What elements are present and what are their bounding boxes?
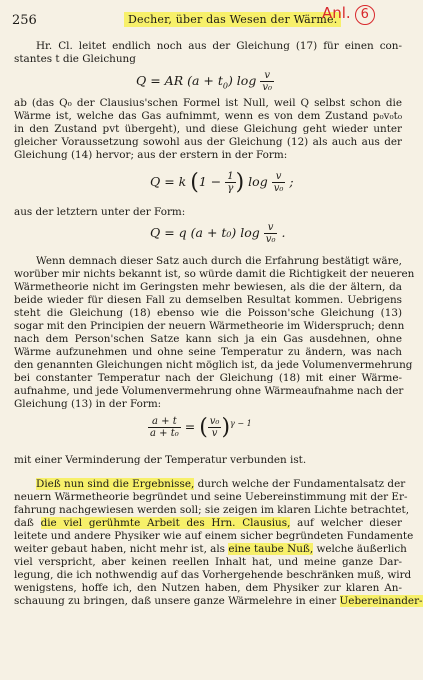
formula-4-right-fraction <box>208 416 222 439</box>
text-line: Gleichung (13) in der Form: <box>14 398 162 410</box>
text-line: Wärme ist, welche das Gas aufnimmt, wenn es von dem Zustand p₀v₀t₀ <box>14 110 402 122</box>
text-line: den genannten Gleichungen nicht möglich ist, da jede Volumenvermehrung <box>14 359 413 371</box>
page-number: 256 <box>12 13 37 28</box>
formula-4-left-fraction <box>148 416 181 439</box>
text-line: wenigstens, hoffe ich, den Nutzen haben, dem Physiker zur klaren An- <box>14 582 402 594</box>
text-line: Hr. Cl. leitet endlich noch aus der Gleichung (17) für einen con- <box>36 40 402 52</box>
formula-3-fraction <box>264 222 278 245</box>
formula-3-lhs: Q = q (a + t₀) log <box>150 225 260 240</box>
formula-2-one: 1 − <box>198 174 222 189</box>
frac-num: v <box>260 70 274 82</box>
text-line <box>14 517 402 530</box>
text-line: Wärmetheorie nicht im Geringsten mehr bewiesen, als die der ältern, da <box>14 281 402 293</box>
formula-3-tail: . <box>281 225 286 240</box>
running-title: Decher, über das Wesen der Wärme. <box>124 12 341 27</box>
frac-den: v₀ <box>273 183 284 194</box>
formula-1-lhs: Q = AR (a + t <box>136 73 223 88</box>
text-line: in den Zustand pvt übergeht), und diese Gleichung geht wieder unter <box>14 123 402 135</box>
frac-den: v <box>211 428 218 439</box>
frac-num: a + t <box>148 416 181 428</box>
text-line: aus der letztern unter der Form: <box>14 206 186 218</box>
text-line: worüber mir nichts bekannt ist, so würde damit die Richtigkeit der neueren <box>14 268 415 280</box>
text-span: durch welche der Fundamentalsatz der <box>194 478 406 490</box>
frac-den: v₀ <box>262 82 272 93</box>
text-line: sogar mit den Principien der neuern Wärmetheorie im Widerspruch; denn <box>14 320 405 332</box>
text-line: nach dem Person'schen Satze kann sich ja ein Gas ausdehnen, ohne <box>14 333 402 345</box>
formula-1-rhs: ) log <box>227 73 257 88</box>
text-line <box>14 595 423 608</box>
paren-open: ( <box>190 170 199 195</box>
annotation-label: Anl. <box>322 4 351 22</box>
text-span: weiter gebaut haben, nicht mehr ist, als <box>14 543 229 555</box>
paren-open: ( <box>199 415 208 440</box>
text-line: viel verspricht, aber keinen reellen Inhalt hat, und meine ganze Dar- <box>14 556 402 568</box>
text-span: schauung zu bringen, daß unsere ganze Wärmelehre in einer <box>14 595 340 607</box>
text-line: Wärme aufzunehmen und ohne seine Temperatur zu ändern, was nach <box>14 346 402 358</box>
text-line: aufnahme, und jede Volumenvermehrung ohne Wärmeaufnahme nach der <box>14 385 404 397</box>
formula-2-lhs: Q = k <box>150 174 187 189</box>
formula-2-fraction-v <box>272 171 286 194</box>
highlight: Dieß nun sind die Ergebnisse, <box>36 478 195 490</box>
highlight: Uebereinander- <box>339 595 423 607</box>
text-line: Gleichung (14) hervor; aus der erstern in der Form: <box>14 149 288 161</box>
formula-1-sub: 0 <box>222 81 228 91</box>
text-span: daß <box>14 517 41 529</box>
frac-num: 1 <box>227 171 234 182</box>
text-line: beide wieder für diesen Fall zu demselben Resultat kommen. Uebrigens <box>14 294 402 306</box>
paren-close: ) <box>221 415 231 440</box>
formula-3 <box>150 222 285 245</box>
formula-2 <box>150 170 294 195</box>
text-line: steht die Gleichung (18) ebenso wie die Poisson'sche Gleichung (13) <box>14 307 402 319</box>
formula-4-exponent: γ − 1 <box>230 418 252 428</box>
frac-num: v <box>264 222 278 234</box>
text-line <box>14 478 406 491</box>
text-line: Wenn demnach dieser Satz auch durch die Erfahrung bestätigt wäre, <box>36 255 402 267</box>
formula-4-eq: = <box>184 419 196 434</box>
highlight: eine taube Nuß, <box>228 543 314 555</box>
formula-2-log: log <box>248 174 268 189</box>
formula-4 <box>148 415 252 440</box>
text-line: leitete und andere Physiker wie auf einem sicher begründeten Fundamente <box>14 530 414 542</box>
text-line: stantes t die Gleichung <box>14 53 136 65</box>
frac-num: v <box>272 171 286 183</box>
frac-num: v₀ <box>209 416 220 427</box>
text-span: auf welcher dieser <box>290 517 402 529</box>
text-line <box>14 543 407 556</box>
frac-den: a + t₀ <box>150 428 179 439</box>
highlight: die viel gerühmte Arbeit des Hrn. Clausius, <box>40 517 291 529</box>
text-line: gleicher Voraussetzung sowohl aus der Gleichung (12) als auch aus der <box>14 136 402 148</box>
handwritten-annotation <box>322 4 375 25</box>
text-line: ab (das Q₀ der Clausius'schen Formel ist Null, weil Q selbst schon die <box>14 97 402 109</box>
frac-den: γ <box>227 183 234 194</box>
text-line: legung, die ich nothwendig auf das Vorhergehende beschränken muß, wird <box>14 569 412 581</box>
text-line: fahrung nachgewiesen werden soll; sie zeigen im klaren Lichte betrachtet, <box>14 504 409 516</box>
paren-close: ) <box>235 170 245 195</box>
text-line: bei constanter Temperatur nach der Gleichung (18) mit einer Wärme- <box>14 372 402 384</box>
frac-den: v₀ <box>265 234 276 245</box>
text-line: mit einer Verminderung der Temperatur verbunden ist. <box>14 454 307 466</box>
annotation-number: 6 <box>355 5 375 25</box>
text-span: welche äußerlich <box>313 543 407 555</box>
text-line: neuern Wärmetheorie begründet und seine Uebereinstimmung mit der Er- <box>14 491 408 503</box>
formula-1 <box>136 70 274 93</box>
formula-2-fraction <box>225 171 235 194</box>
formula-2-tail: ; <box>289 174 294 189</box>
formula-1-fraction <box>260 70 274 93</box>
